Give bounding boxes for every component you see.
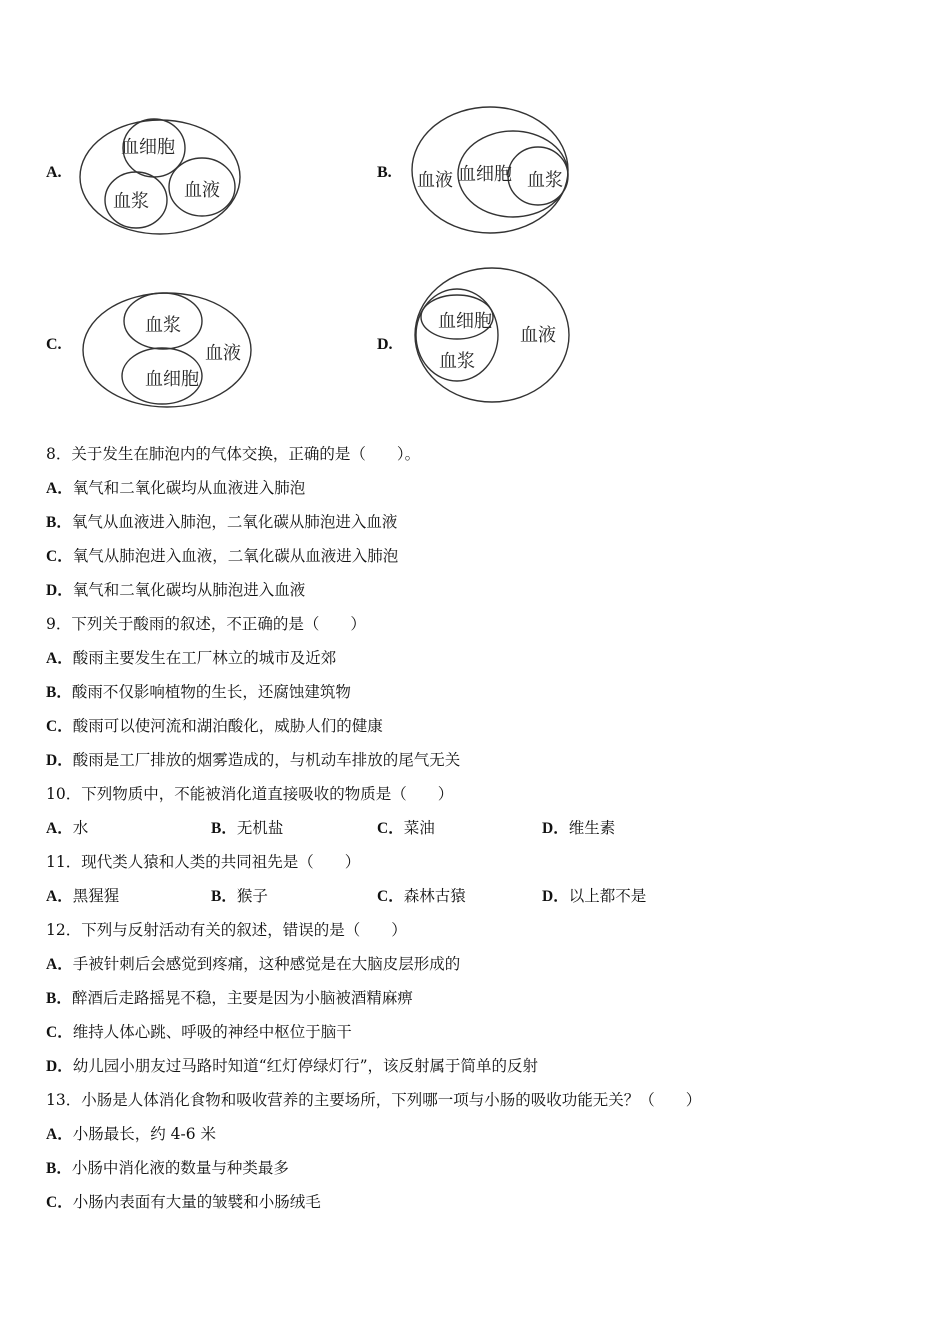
q12-option-b [46, 988, 413, 1009]
diagram-a-text-3: 血液 [184, 180, 220, 201]
q12-option-c [46, 1022, 352, 1043]
q9-option-c-text: 酸雨可以使河流和湖泊酸化，威胁人们的健康 [72, 717, 383, 735]
q11-option-a-label: A． [46, 888, 73, 905]
q11-option-a [46, 886, 119, 907]
q12-option-b-label: B． [46, 990, 72, 1007]
venn-diagram-d [412, 264, 574, 406]
q13-option-c [46, 1192, 321, 1213]
q13-option-b-text: 小肠中消化液的数量与种类最多 [71, 1159, 289, 1177]
q11-option-c [377, 886, 466, 907]
venn-diagram-b [410, 104, 575, 236]
q13-option-b-label: B． [46, 1160, 72, 1177]
q9-option-b-text: 酸雨不仅影响植物的生长，还腐蚀建筑物 [71, 683, 351, 701]
q9-option-b [46, 682, 351, 703]
q11-option-b-text: 猴子 [236, 887, 268, 905]
q10-option-d-text: 维生素 [568, 819, 616, 837]
q11-option-b [211, 886, 268, 907]
q10-stem: 10．下列物质中，不能被消化道直接吸收的物质是（ ） [46, 785, 454, 803]
diagram-c-text-1: 血浆 [145, 315, 181, 336]
q12-option-d-label: D． [46, 1058, 73, 1075]
q10-option-a-text: 水 [72, 819, 89, 837]
q8-option-a-text: 氧气和二氧化碳均从血液进入肺泡 [72, 479, 306, 497]
q8-option-a-label: A． [46, 480, 73, 497]
diagram-c-text-2: 血液 [205, 343, 241, 364]
q12-option-c-text: 维持人体心跳、呼吸的神经中枢位于脑干 [72, 1023, 352, 1041]
q13-option-c-text: 小肠内表面有大量的皱襞和小肠绒毛 [72, 1193, 321, 1211]
q11-stem: 11．现代类人猿和人类的共同祖先是（ ） [46, 853, 361, 871]
q11-option-a-text: 黑猩猩 [72, 887, 120, 905]
q10-option-c-label: C． [377, 820, 404, 837]
q12-option-c-label: C． [46, 1024, 73, 1041]
q12-option-b-text: 醉酒后走路摇晃不稳，主要是因为小脑被酒精麻痹 [71, 989, 413, 1007]
q8-option-d [46, 580, 305, 601]
q8-stem: 8．关于发生在肺泡内的气体交换，正确的是（ ）。 [46, 445, 421, 463]
q8-option-a [46, 478, 305, 499]
q10-option-a [46, 818, 88, 839]
q10-option-b [211, 818, 283, 839]
q11-option-d [542, 886, 646, 907]
q9-option-c-label: C． [46, 718, 73, 735]
q9-option-d-label: D． [46, 752, 73, 769]
q12-option-d-text: 幼儿园小朋友过马路时知道“红灯停绿灯行”，该反射属于简单的反射 [72, 1057, 539, 1075]
q9-option-a-label: A． [46, 650, 73, 667]
diagram-b-text-1: 血液 [417, 170, 453, 191]
q11-option-b-label: B． [211, 888, 237, 905]
diagram-d-text-2: 血液 [520, 325, 556, 346]
q13-option-a-text: 小肠最长，约 4-6 米 [72, 1125, 217, 1143]
option-c-label: C. [46, 336, 62, 353]
q11-option-d-text: 以上都不是 [568, 887, 647, 905]
q9-option-d-text: 酸雨是工厂排放的烟雾造成的，与机动车排放的尾气无关 [72, 751, 461, 769]
q10-option-b-text: 无机盐 [236, 819, 284, 837]
diagram-a-text-2: 血浆 [113, 191, 149, 212]
q9-option-a-text: 酸雨主要发生在工厂林立的城市及近郊 [72, 649, 337, 667]
venn-diagram-a [78, 112, 248, 238]
q8-option-c-text: 氧气从肺泡进入血液，二氧化碳从血液进入肺泡 [72, 547, 399, 565]
q8-option-d-text: 氧气和二氧化碳均从肺泡进入血液 [72, 581, 306, 599]
q12-option-a-text: 手被针刺后会感觉到疼痛，这种感觉是在大脑皮层形成的 [72, 955, 461, 973]
q10-option-a-label: A． [46, 820, 73, 837]
diagram-a-text-1: 血细胞 [121, 137, 175, 158]
q13-option-c-label: C． [46, 1194, 73, 1211]
q8-option-b-text: 氧气从血液进入肺泡，二氧化碳从肺泡进入血液 [71, 513, 398, 531]
diagram-d-text-3: 血浆 [439, 351, 475, 372]
q13-option-a [46, 1124, 216, 1145]
q8-option-d-label: D． [46, 582, 73, 599]
q9-option-c [46, 716, 383, 737]
venn-diagram-c [80, 290, 258, 412]
option-a-label: A. [46, 164, 62, 181]
q9-option-b-label: B． [46, 684, 72, 701]
option-b-label: B. [377, 164, 392, 181]
q10-option-d-label: D． [542, 820, 569, 837]
q13-option-b [46, 1158, 289, 1179]
q10-option-c [377, 818, 435, 839]
option-d-label: D. [377, 336, 393, 353]
q12-stem: 12．下列与反射活动有关的叙述，错误的是（ ） [46, 921, 407, 939]
q11-option-c-text: 森林古猿 [403, 887, 466, 905]
q13-option-a-label: A． [46, 1126, 73, 1143]
q9-stem: 9．下列关于酸雨的叙述，不正确的是（ ） [46, 615, 366, 633]
q10-option-b-label: B． [211, 820, 237, 837]
q10-option-d [542, 818, 615, 839]
q13-stem: 13．小肠是人体消化食物和吸收营养的主要场所，下列哪一项与小肠的吸收功能无关？（ ） [46, 1091, 702, 1109]
diagram-b-text-2: 血细胞 [458, 164, 512, 185]
q10-option-c-text: 菜油 [403, 819, 435, 837]
q9-option-a [46, 648, 336, 669]
q11-option-d-label: D． [542, 888, 569, 905]
diagram-b-text-3: 血浆 [527, 170, 563, 191]
q8-option-c-label: C． [46, 548, 73, 565]
q8-option-c [46, 546, 398, 567]
q8-option-b-label: B． [46, 514, 72, 531]
q9-option-d [46, 750, 460, 771]
q11-option-c-label: C． [377, 888, 404, 905]
diagram-d-text-1: 血细胞 [438, 311, 492, 332]
diagram-c-text-3: 血细胞 [145, 369, 199, 390]
q8-option-b [46, 512, 397, 533]
q12-option-d [46, 1056, 538, 1077]
q12-option-a [46, 954, 460, 975]
q12-option-a-label: A． [46, 956, 73, 973]
